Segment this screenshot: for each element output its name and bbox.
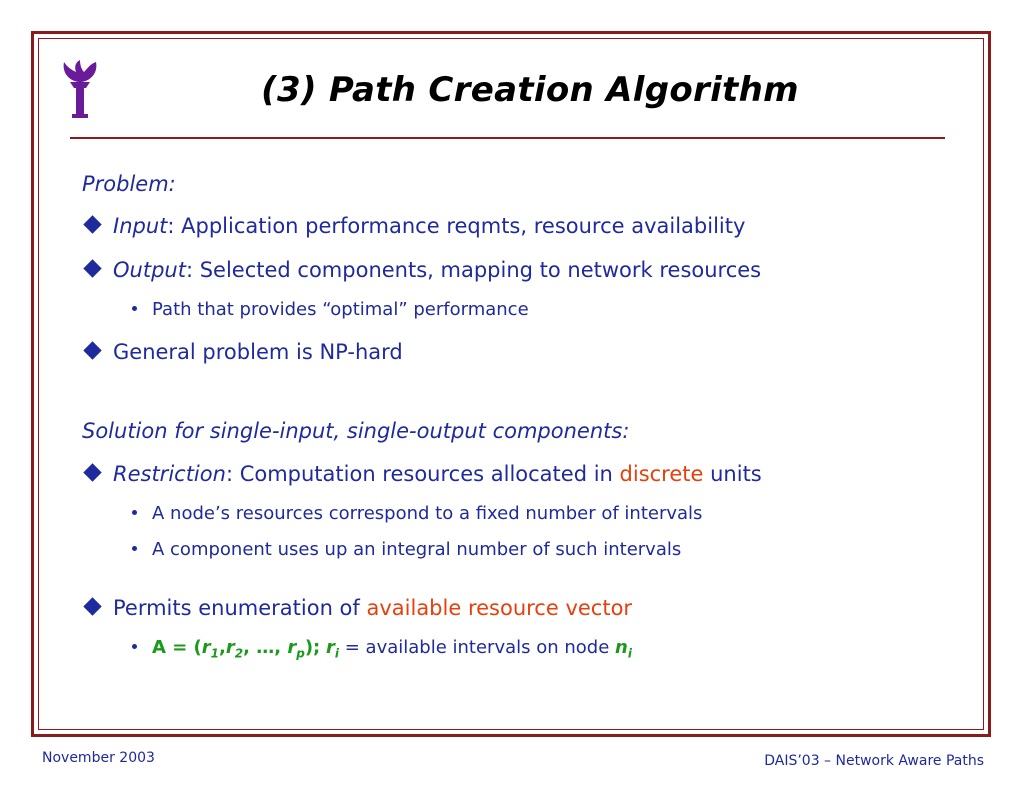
sub-bullet-optimal	[132, 299, 529, 320]
diamond-bullet-icon	[83, 597, 101, 615]
slide-title: (3) Path Creation Algorithm	[261, 70, 799, 110]
component-intervals-text: A component uses up an integral number of such intervals	[152, 539, 682, 560]
diamond-bullet-icon	[83, 463, 101, 481]
formula-sub-ni: i	[627, 646, 632, 661]
formula-sub-1: 1	[210, 646, 220, 661]
formula-comma: ,	[219, 637, 226, 658]
sub-bullet-component-intervals	[132, 539, 681, 560]
bullet-restriction	[82, 462, 762, 486]
formula-prefix: A = (	[152, 637, 202, 658]
output-text: : Selected components, mapping to network resources	[185, 258, 762, 282]
formula-r2: r	[225, 637, 235, 658]
dot-bullet-icon	[132, 546, 137, 551]
diamond-bullet-icon	[83, 259, 101, 277]
dot-bullet-icon	[132, 644, 137, 649]
bullet-permits	[82, 596, 632, 620]
diamond-bullet-icon	[83, 215, 101, 233]
input-text: : Application performance reqmts, resource availability	[167, 214, 746, 238]
bullet-output	[82, 258, 761, 282]
formula-ni: n	[615, 637, 628, 658]
node-resources-text: A node’s resources correspond to a fixed number of intervals	[152, 503, 703, 524]
restriction-end: units	[703, 462, 762, 486]
dot-bullet-icon	[132, 306, 137, 311]
footer-conference: DAIS’03 – Network Aware Paths	[764, 753, 984, 769]
bullet-np-hard	[82, 340, 403, 364]
sub-bullet-vector-formula	[132, 637, 632, 661]
formula-close: );	[304, 637, 321, 658]
resource-vector-highlight: available resource vector	[366, 596, 633, 620]
discrete-highlight: discrete	[619, 462, 704, 486]
formula-sub-2: 2	[234, 646, 244, 661]
formula-rp: r	[287, 637, 297, 658]
restriction-label: Restriction	[113, 462, 226, 486]
optimal-text: Path that provides “optimal” performance	[152, 299, 529, 320]
formula-sub-p: p	[296, 646, 305, 661]
diamond-bullet-icon	[83, 341, 101, 359]
formula-ri: r	[326, 637, 335, 658]
slide-inner-border	[38, 38, 984, 730]
restriction-text: : Computation resources allocated in	[225, 462, 620, 486]
bullet-input	[82, 214, 745, 238]
solution-heading: Solution for single-input, single-output components:	[82, 419, 630, 443]
title-divider	[70, 137, 945, 139]
permits-text: Permits enumeration of	[113, 596, 367, 620]
sub-bullet-node-resources	[132, 503, 702, 524]
formula-r1: r	[201, 637, 211, 658]
formula-desc: = available intervals on node	[339, 637, 616, 658]
np-hard-text: General problem is NP-hard	[113, 340, 403, 364]
torch-logo-icon	[58, 60, 102, 120]
dot-bullet-icon	[132, 510, 137, 515]
formula-ellipsis: , …,	[243, 637, 288, 658]
formula-sub-i: i	[334, 646, 340, 661]
footer-date: November 2003	[42, 750, 155, 766]
input-label: Input	[113, 214, 168, 238]
problem-heading: Problem:	[82, 172, 176, 196]
output-label: Output	[113, 258, 186, 282]
